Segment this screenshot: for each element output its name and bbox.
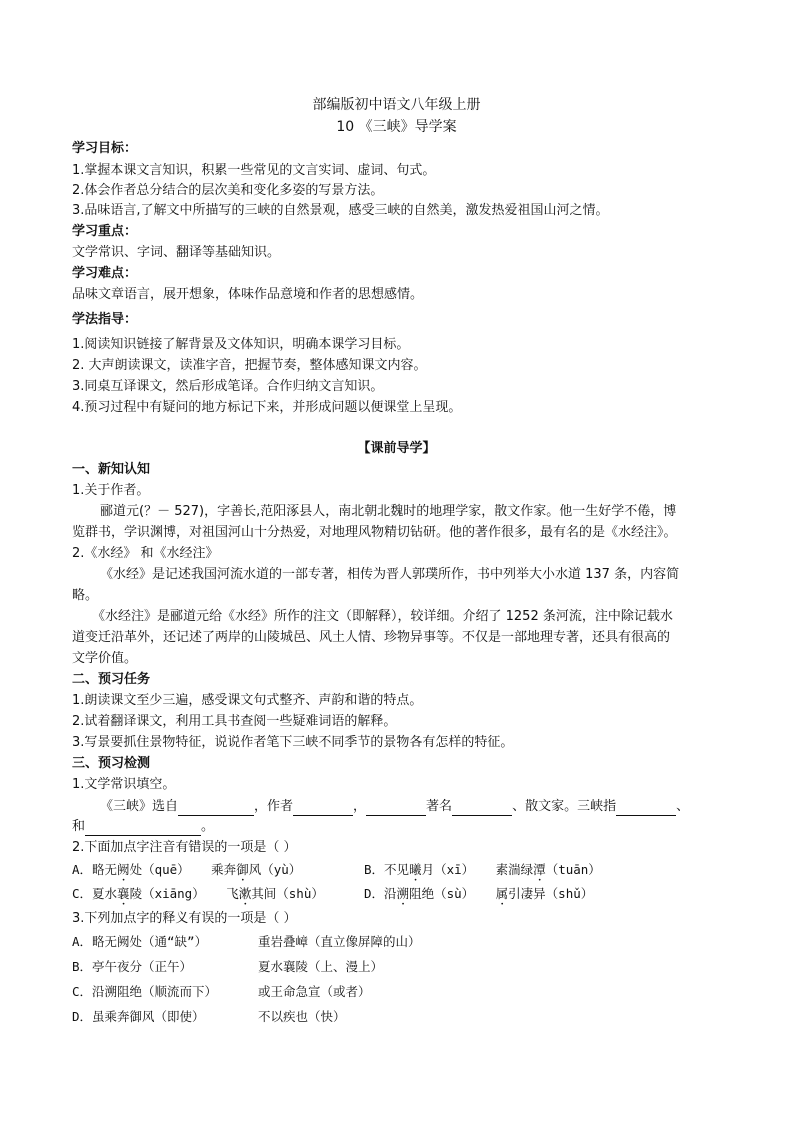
goal-item: 2.体会作者总分结合的层次美和变化多姿的写景方法。 xyxy=(72,183,384,198)
part1-heading: 一、新知认知 xyxy=(72,462,151,477)
guidance-item: 1.阅读知识链接了解背景及文体知识，明确本课学习目标。 xyxy=(72,337,410,352)
difficulty-heading: 学习难点： xyxy=(72,266,138,281)
author-text: 览群书，学识渊博，对祖国河山十分热爱，对地理风物精切钻研。他的著作很多，最有名的是《水经注》。 xyxy=(72,525,677,540)
q3-option: B．亭午夜分（正午） xyxy=(72,959,193,974)
option-text: 月（xī） xyxy=(421,862,475,877)
goals-heading: 学习目标： xyxy=(72,141,138,156)
q1-text: 、散文家。三峡指 xyxy=(512,799,617,814)
option-label: C． xyxy=(72,886,93,901)
shuijing-text: 《水经》是记述我国河流水道的一部专著，相传为晋人郭璞所作，书中列举大小水道 137 条，内容简 xyxy=(100,567,680,582)
q1-text: 和 xyxy=(72,819,86,834)
option-text: 漱 xyxy=(238,886,252,901)
shuijingzhu-text: 《水经注》是郦道元给《水经》所作的注文（即解释），较详细。介绍了 1252 条河流，注中除记载水 xyxy=(92,609,673,624)
q2-option-row xyxy=(364,861,601,884)
option-text: 略无 xyxy=(92,862,118,877)
answer-blank[interactable] xyxy=(452,801,512,816)
q1-text: 著名 xyxy=(426,799,453,814)
option-text: 处（quē） xyxy=(129,862,190,877)
option-text: 引凄异（shǔ） xyxy=(508,886,594,901)
part1-item: 2.《水经》 和《水经注》 xyxy=(72,546,219,561)
option-label: D． xyxy=(364,886,385,901)
q3-label: 3.下列加点字的释义有误的一项是（ ） xyxy=(72,911,297,926)
q1-label: 1.文学常识填空。 xyxy=(72,777,176,792)
q1-text: 《三峡》选自 xyxy=(100,799,179,814)
q2-option-row xyxy=(72,861,301,884)
option-label: A． xyxy=(72,862,93,877)
difficulty-text: 品味文章语言，展开想象，体味作品意境和作者的思想感情。 xyxy=(72,287,424,302)
answer-blank[interactable] xyxy=(366,801,426,816)
goal-item: 3.品味语言,了解文中所描写的三峡的自然景观，感受三峡的自然美，激发热爱祖国山河之情。 xyxy=(72,203,609,218)
q3-option: C．沿溯阻绝（顺流而下） xyxy=(72,984,218,999)
shuijingzhu-text: 道变迁沿革外，还记述了两岸的山陵城邑、风土人情、珍物异事等。不仅是一部地理专著，还具有很高的 xyxy=(72,630,671,645)
shuijing-text: 略。 xyxy=(72,588,99,603)
q3-option: 或王命急宣（或者） xyxy=(258,984,371,999)
option-text: 风（yù） xyxy=(248,862,302,877)
guidance-item: 4.预习过程中有疑问的地方标记下来，并形成问题以便课堂上呈现。 xyxy=(72,400,462,415)
task-item: 2.试着翻译课文，利用工具书查阅一些疑难词语的解释。 xyxy=(72,714,397,729)
goal-item: 1.掌握本课文言知识，积累一些常见的文言实词、虚词、句式。 xyxy=(72,163,436,178)
q1-text: ，作者 xyxy=(254,799,294,814)
option-text: 不见 xyxy=(384,862,410,877)
option-text: 阻绝（sù） xyxy=(409,886,475,901)
option-text: 陵（xiāng） xyxy=(129,886,205,901)
q3-option: 重岩叠嶂（直立像屏障的山） xyxy=(258,934,421,949)
option-text: 素湍绿 xyxy=(495,862,534,877)
answer-blank[interactable] xyxy=(616,801,676,816)
focus-text: 文学常识、字词、翻译等基础知识。 xyxy=(72,245,281,260)
answer-blank[interactable] xyxy=(85,821,201,836)
q3-option: D．虽乘奔御风（即使） xyxy=(72,1009,205,1024)
answer-blank[interactable] xyxy=(178,801,254,816)
option-text: （tuān） xyxy=(545,862,601,877)
doc-title: 部编版初中语文八年级上册 xyxy=(312,97,481,113)
option-text: 沿 xyxy=(384,886,397,901)
shuijingzhu-text: 文学价值。 xyxy=(72,651,138,666)
guidance-item: 3.同桌互译课文，然后形成笔译。合作归纳文言知识。 xyxy=(72,379,384,394)
guidance-heading: 学法指导： xyxy=(72,312,138,327)
q1-text: 。 xyxy=(201,819,215,834)
option-text: 飞 xyxy=(226,886,239,901)
q1-text: ， xyxy=(353,799,367,814)
q1-text: 、 xyxy=(676,799,690,814)
task-item: 3.写景要抓住景物特征，说说作者笔下三峡不同季节的景物各有怎样的特征。 xyxy=(72,735,514,750)
q3-option: A．略无阙处（通“缺”） xyxy=(72,934,208,949)
option-text: 乘奔 xyxy=(211,862,237,877)
option-text: 襄 xyxy=(117,886,130,901)
option-text: 夏水 xyxy=(92,886,118,901)
q1-fill-line xyxy=(72,818,214,836)
part1-item: 1.关于作者。 xyxy=(72,483,150,498)
q3-option: 不以疾也（快） xyxy=(258,1009,346,1024)
part3-heading: 三、预习检测 xyxy=(72,756,151,771)
option-text: 属 xyxy=(495,886,509,901)
q3-option: 夏水襄陵（上、漫上） xyxy=(258,959,384,974)
q1-fill-line xyxy=(100,798,689,816)
doc-subtitle: 10 《三峡》导学案 xyxy=(336,119,457,135)
part2-heading: 二、预习任务 xyxy=(72,672,151,687)
answer-blank[interactable] xyxy=(293,801,353,816)
q2-label: 2.下面加点字注音有错误的一项是（ ） xyxy=(72,840,297,855)
task-item: 1.朗读课文至少三遍，感受课文句式整齐、声韵和谐的特点。 xyxy=(72,693,423,708)
option-text: 潭 xyxy=(533,862,546,877)
option-text: 御 xyxy=(236,862,249,877)
q2-option-row xyxy=(72,885,324,908)
option-label: B． xyxy=(364,862,385,877)
author-text: 郦道元(？－ 527)，字善长,范阳涿县人，南北朝北魏时的地理学家，散文作家。他一生好学不倦，博 xyxy=(100,504,677,519)
option-text: 溯 xyxy=(396,886,410,901)
option-text: 曦 xyxy=(409,862,422,877)
guidance-item: 2. 大声朗读课文，读准字音，把握节奏，整体感知课文内容。 xyxy=(72,358,427,373)
option-text: 其间（shù） xyxy=(251,886,324,901)
q2-option-row xyxy=(364,885,593,908)
focus-heading: 学习重点： xyxy=(72,224,138,239)
option-text: 阙 xyxy=(117,862,130,877)
section-title: 【课前导学】 xyxy=(357,441,436,456)
